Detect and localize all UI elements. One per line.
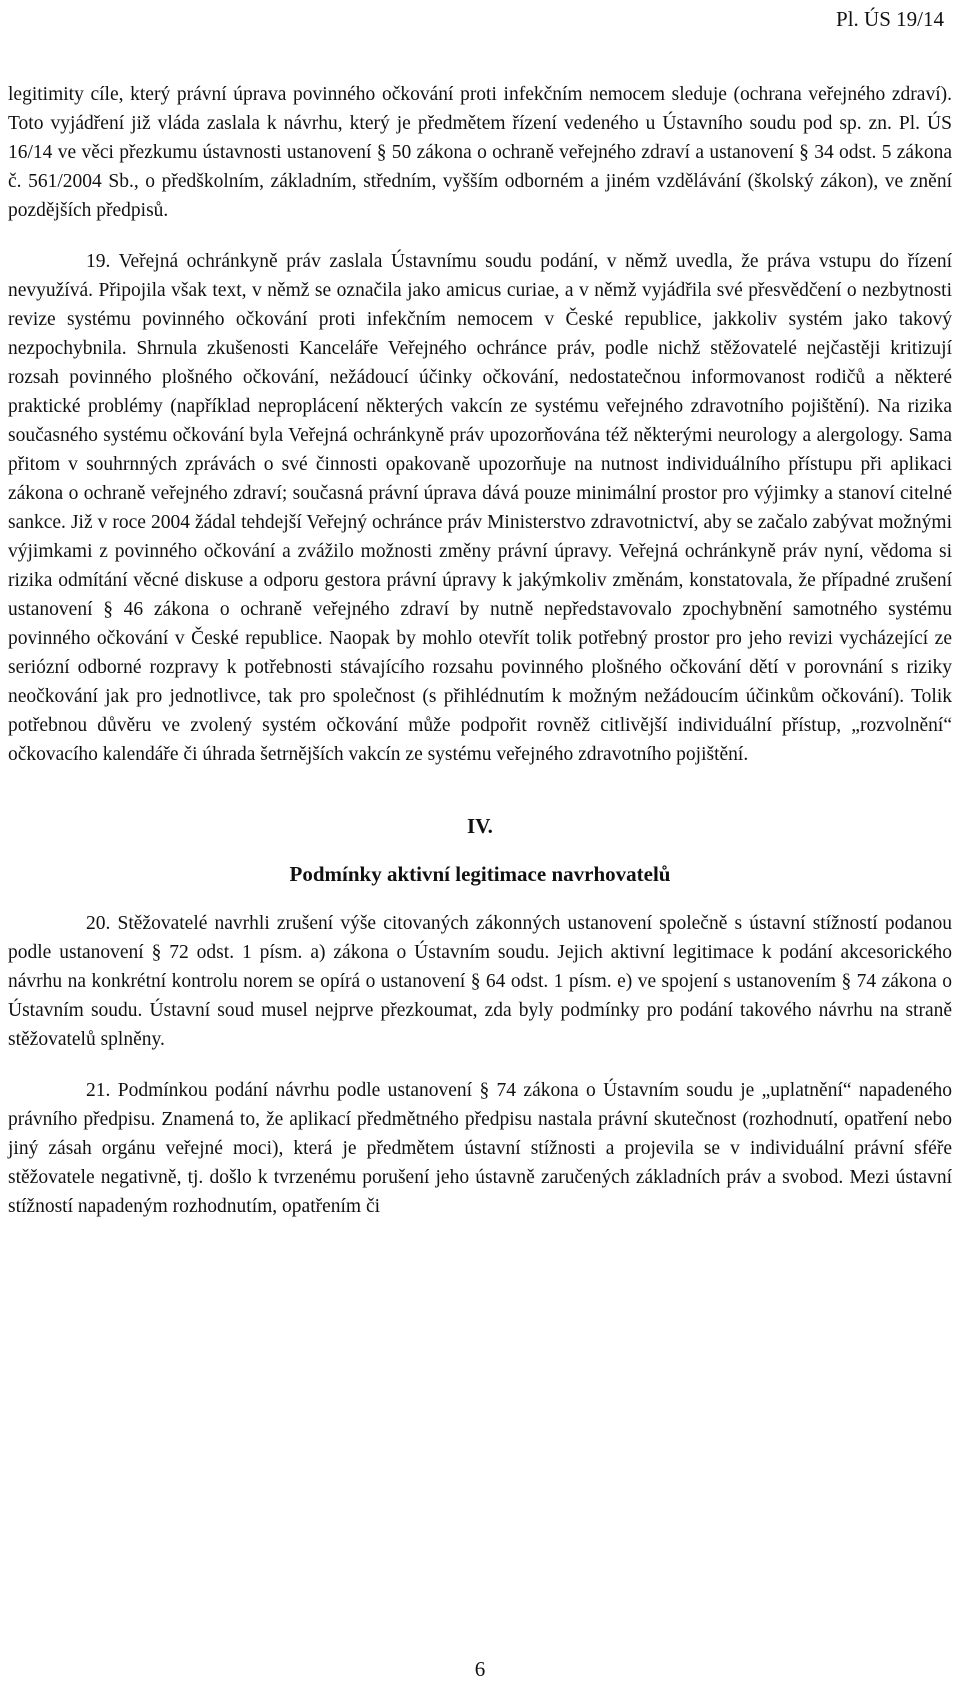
paragraph-19: 19. Veřejná ochránkyně práv zaslala Ústavnímu soudu podání, v němž uvedla, že práva vstupu do řízení nevyužívá. Připojila však text, v němž se označila jako amicus curiae, a v němž vyjádřila své přesvědčení o nezbytnosti revize systému povinného očkování proti infekčním nemocem v České republice, jakkoliv systém jako takový nezpochybnila. Shrnula zkušenosti Kanceláře Veřejného ochránce práv, podle nichž stěžovatelé nejčastěji kritizují rozsah povinného plošného očkování, nežádoucí účinky očkování, nedostatečnou informovanost rodičů a některé praktické problémy (například neproplácení některých vakcín ze systému veřejného zdravotního pojištění). Na rizika současného systému očkování byla Veřejná ochránkyně práv upozorňována též některými neurology a alergology. Sama přitom v souhrnných zprávách o své činnosti opakovaně upozorňuje na nutnost individuálního přístupu při aplikaci zákona o ochraně veřejného zdraví; současná právní úprava dává pouze minimální prostor pro výjimky a stanoví citelné sankce. Již v roce 2004 žádal tehdejší Veřejný ochránce práv Ministerstvo zdravotnictví, aby se začalo zabývat možnými výjimkami z povinného očkování a zvážilo možnosti změny právní úpravy. Veřejná ochránkyně práv nyní, vědoma si rizika odmítání věcné diskuse a odporu gestora právní úpravy k jakýmkoliv změnám, konstatovala, že případné zrušení ustanovení § 46 zákona o ochraně veřejného zdraví by nutně nepředstavovalo zpochybnění samotného systému povinného očkování v České republice. Naopak by mohlo otevřít tolik potřebný prostor pro jeho revizi vycházející ze seriózní odborné rozpravy k potřebnosti stávajícího rozsahu povinného plošného očkování dětí v porovnání s riziky neočkování jak pro jednotlivce, tak pro společnost (s přihlédnutím k možným nežádoucím účinkům očkování). Tolik potřebnou důvěru ve zvolený systém očkování může podpořit rovněž citlivější individuální přístup, „rozvolnění“ očkovacího kalendáře či úhrada šetrnějších vakcín ze systému veřejného zdravotního pojištění. <box>8 251 952 765</box>
document-body <box>8 80 952 1243</box>
section-numeral: IV. <box>467 814 493 838</box>
paragraph-21: 21. Podmínkou podání návrhu podle ustanovení § 74 zákona o Ústavním soudu je „uplatnění“ napadeného právního předpisu. Znamená to, že aplikací předmětného předpisu nastala právní skutečnost (rozhodnutí, opatření nebo jiný zásah orgánu veřejné moci), která je předmětem ústavní stížnosti a projevila se v individuální právní sféře stěžovatele negativně, tj. došlo k tvrzenému porušení jeho ústavně zaručených základních práv a svobod. Mezi ústavní stížností napadeným rozhodnutím, opatřením či <box>8 1080 952 1217</box>
paragraph-continuation: legitimity cíle, který právní úprava povinného očkování proti infekčním nemocem sleduje (ochrana veřejného zdraví). Toto vyjádření již vláda zaslala k návrhu, který je předmětem řízení vedeného u Ústavního soudu pod sp. zn. Pl. ÚS 16/14 ve věci přezkumu ústavnosti ustanovení § 50 zákona o ochraně veřejného zdraví a ustanovení § 34 odst. 5 zákona č. 561/2004 Sb., o předškolním, základním, středním, vyšším odborném a jiném vzdělávání (školský zákon), ve znění pozdějších předpisů. <box>8 84 952 221</box>
paragraph-20: 20. Stěžovatelé navrhli zrušení výše citovaných zákonných ustanovení společně s ústavní stížností podanou podle ustanovení § 72 odst. 1 písm. a) zákona o Ústavním soudu. Jejich aktivní legitimace k podání akcesorického návrhu na konkrétní kontrolu norem se opírá o ustanovení § 64 odst. 1 písm. e) ve spojení s ustanovením § 74 zákona o Ústavním soudu. Ústavní soud musel nejprve přezkoumat, zda byly podmínky pro podání takového návrhu na straně stěžovatelů splněny. <box>8 913 952 1050</box>
page-number: 6 <box>474 1657 486 1681</box>
section-title: Podmínky aktivní legitimace navrhovatelů <box>289 862 671 886</box>
case-reference-header: Pl. ÚS 19/14 <box>836 7 944 31</box>
